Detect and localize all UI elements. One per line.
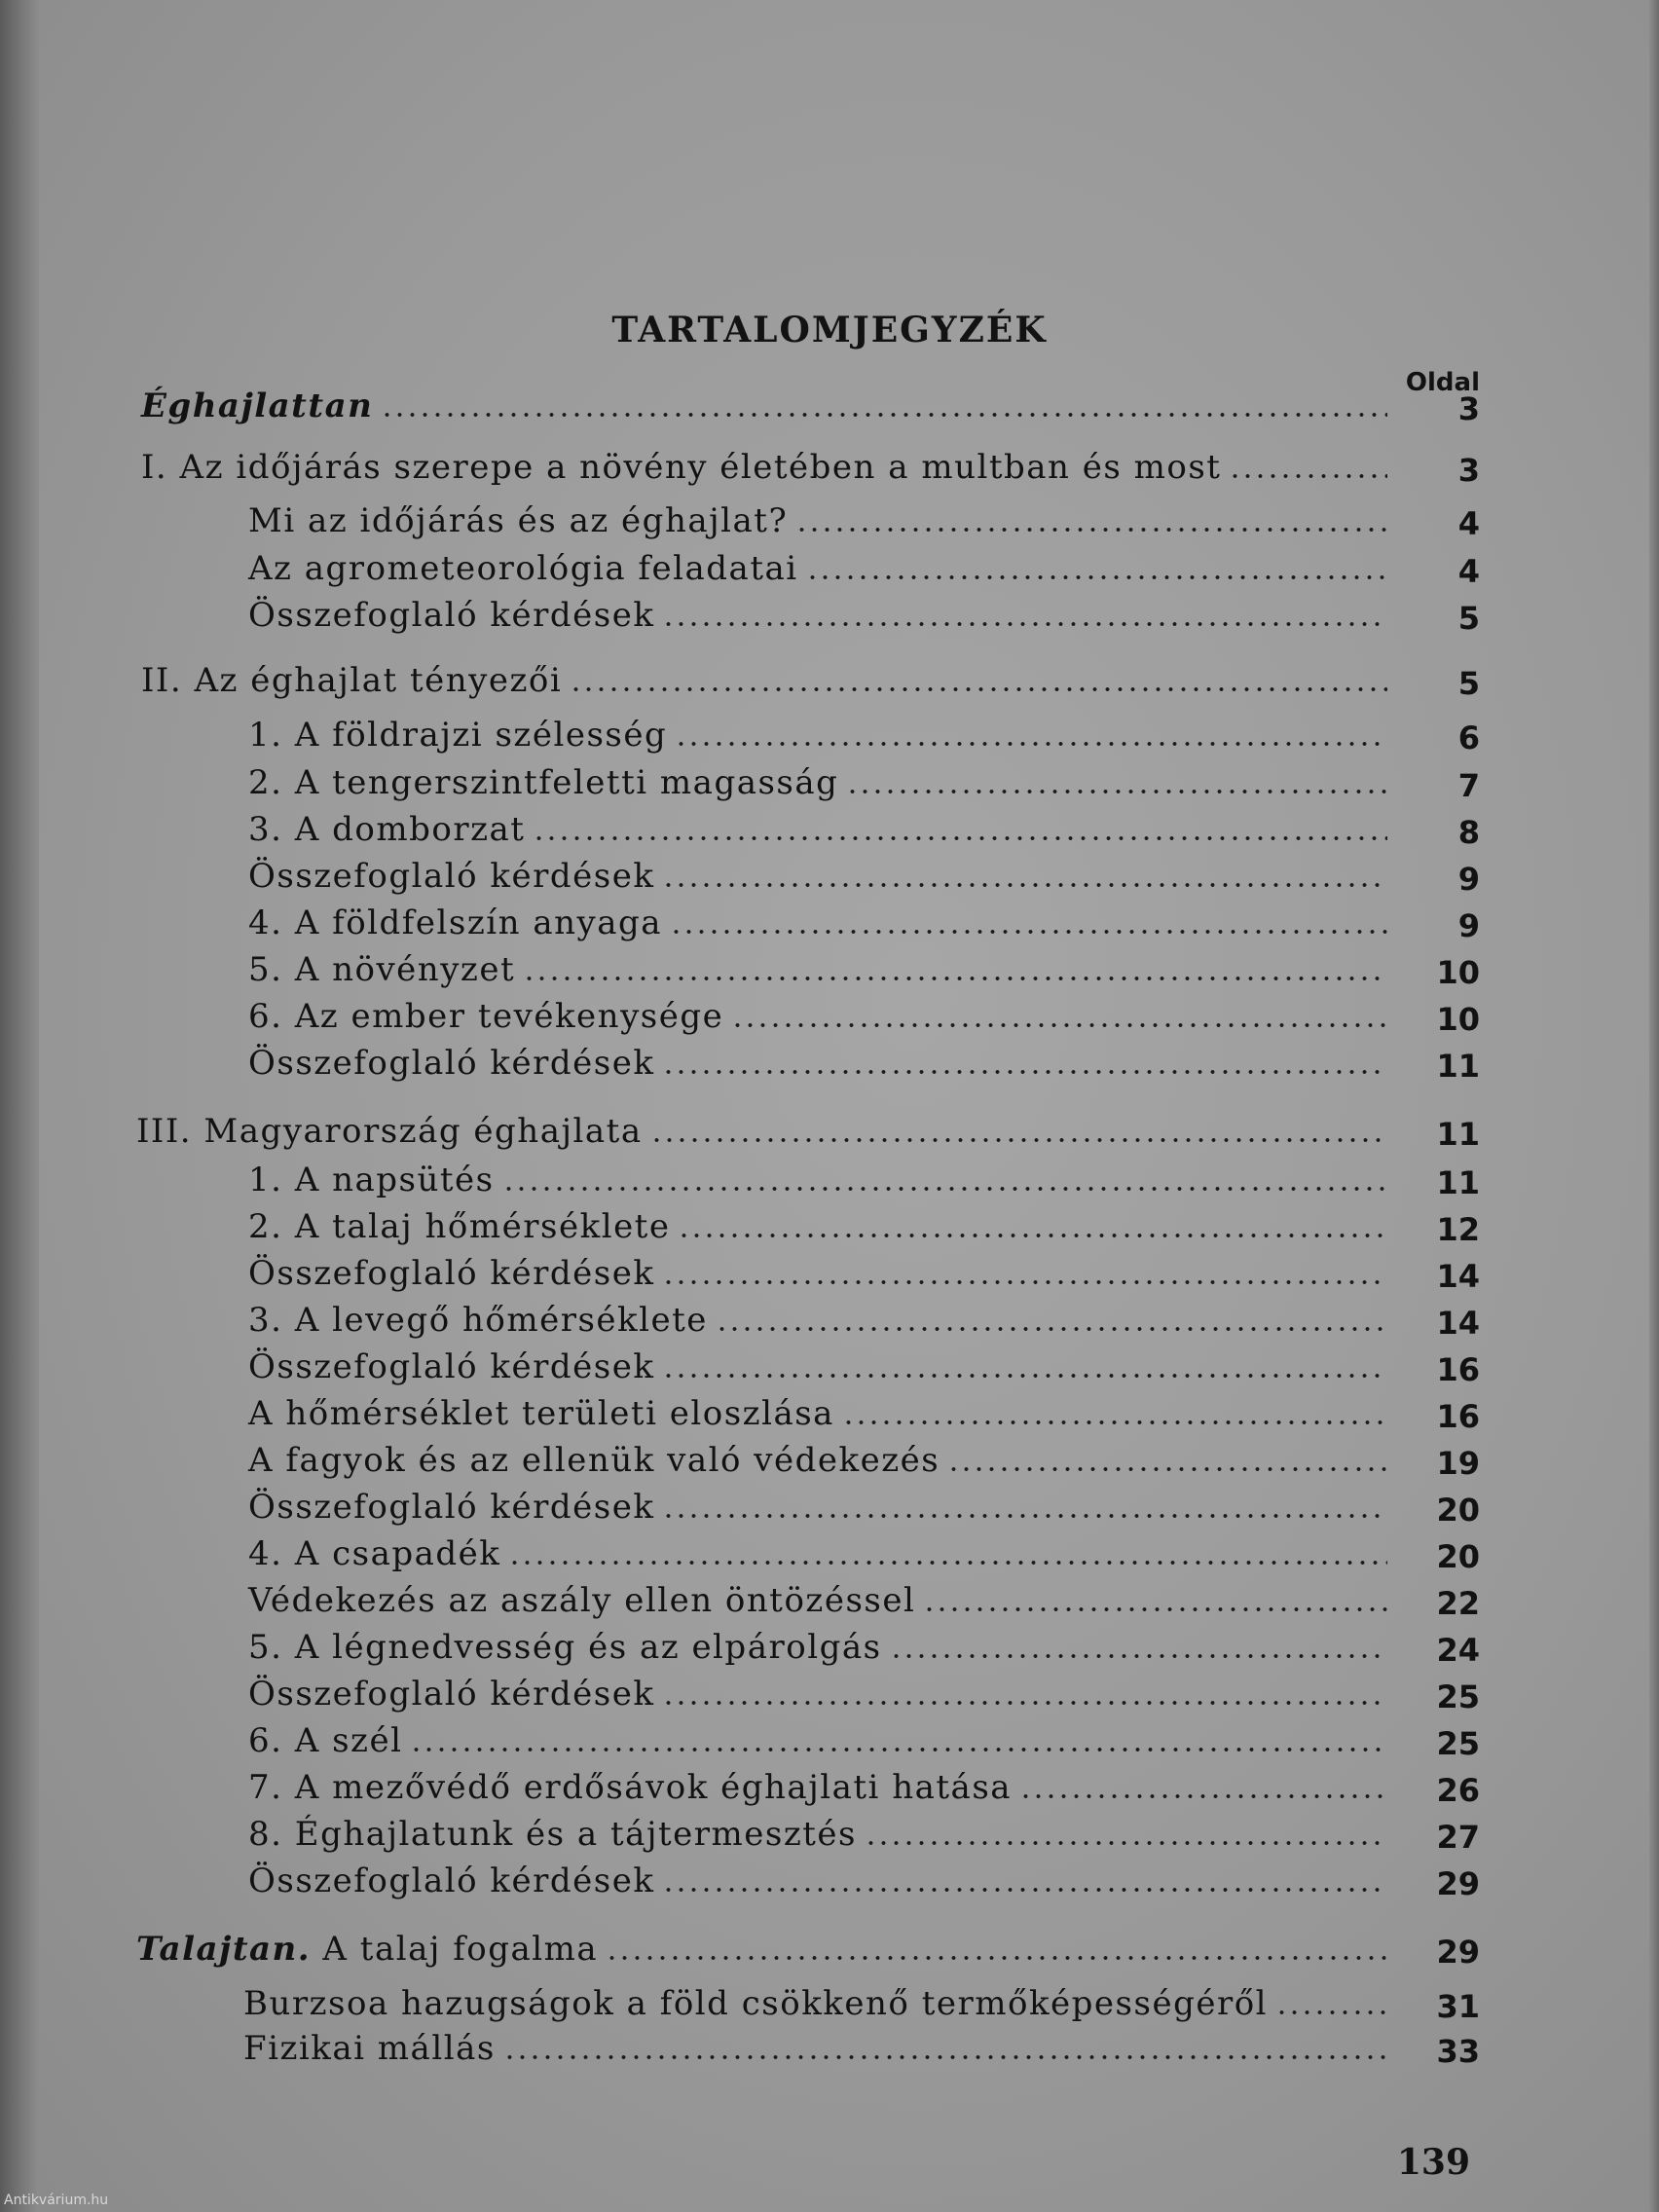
dot-leader [947,1465,1387,1473]
toc-entry [248,1392,1387,1435]
toc-entry [248,1673,1387,1715]
toc-entry [248,1346,1387,1388]
toc-entry-label: 2. A tengerszintfeletti magasság [248,763,839,802]
dot-leader [890,1652,1387,1660]
dot-leader [842,1419,1387,1426]
toc-entry-label: Fizikai mállás [243,2029,496,2068]
toc-entry-page: 7 [1457,767,1480,804]
toc-entry-label: 3. A levegő hőmérséklete [248,1301,708,1340]
dot-leader [731,1021,1387,1029]
toc-entry [248,808,1387,851]
toc-entry [248,594,1387,637]
toc-entry-label: Összefoglaló kérdések [248,1675,655,1714]
dot-leader [662,1699,1387,1707]
toc-entry-label: 4. A földfelszín anyaga [248,903,663,942]
toc-entry-label: 1. A földrajzi szélesség [248,716,668,755]
dot-leader [606,1954,1387,1962]
toc-entry-label: Mi az időjárás és az éghajlat? [248,501,789,540]
toc-entry-label: Összefoglaló kérdések [248,596,655,635]
dot-leader [570,685,1387,693]
watermark: Antikvárium.hu [4,2193,109,2208]
toc-entry-label: Összefoglaló kérdések [248,1488,655,1527]
toc-entry-label: 4. A csapadék [248,1534,501,1573]
toc-entry [248,1860,1387,1902]
dot-leader [846,788,1387,795]
dot-leader [670,928,1387,936]
dot-leader [523,975,1387,982]
toc-entry-label: 6. Az ember tevékenysége [248,997,724,1036]
toc-entry-page: 20 [1436,1492,1480,1529]
toc-entry-page: 4 [1457,553,1480,590]
toc-entry [248,855,1387,898]
toc-entry-page: 29 [1436,1934,1480,1971]
toc-entry-label: A fagyok és az ellenük való védekezés [248,1441,940,1480]
toc-entry-page: 14 [1436,1305,1480,1342]
toc-entry-label: 7. A mezővédő erdősávok éghajlati hatása [248,1768,1013,1807]
toc-entry-label: Burzsoa hazugságok a föld csökkenő termőképességéről [243,1984,1269,2023]
toc-entry-label: 3. A domborzat [248,810,526,849]
dot-leader [923,1605,1387,1613]
toc-entry-page: 31 [1436,1988,1480,2025]
toc-entry-label: Összefoglaló kérdések [248,1347,655,1386]
dot-leader [503,2053,1387,2061]
toc-entry-label: 8. Éghajlatunk és a tájtermesztés [248,1815,857,1854]
dot-leader [508,1559,1387,1567]
toc-entry [141,659,1387,702]
toc-entry-page: 5 [1457,665,1480,702]
dot-leader [795,526,1387,534]
toc-entry-label: 5. A légnedvesség és az elpárolgás [248,1628,882,1667]
toc-entry [248,1439,1387,1482]
toc-entry [248,1719,1387,1762]
toc-entry-page: 11 [1436,1116,1480,1153]
dot-leader [662,1372,1387,1380]
toc-entry-label: Összefoglaló kérdések [248,1862,655,1900]
page-number: 139 [1396,2142,1470,2183]
page-title: TARTALOMJEGYZÉK [611,310,1048,350]
toc-entry-page: 14 [1436,1258,1480,1295]
toc-entry [248,499,1387,542]
toc-entry [248,1205,1387,1248]
toc-entry [136,1928,1387,1971]
toc-entry-label: 1. A napsütés [248,1161,495,1199]
toc-entry-label: 5. A növényzet [248,950,516,989]
toc-entry [248,1579,1387,1622]
toc-entry-page: 24 [1436,1632,1480,1669]
toc-entry [248,1159,1387,1201]
toc-entry-label: Éghajlattan [141,387,374,425]
toc-entry [248,1813,1387,1856]
page-column-header: Oldal [1405,368,1480,397]
toc-entry [248,1252,1387,1295]
dot-leader [662,1512,1387,1520]
toc-entry [248,547,1387,590]
toc-entry [248,1626,1387,1669]
toc-entry-label: Az agrometeorológia feladatai [248,549,798,588]
dot-leader [410,1746,1387,1753]
toc-entry-page: 19 [1436,1445,1480,1482]
toc-entry-page: 26 [1436,1772,1480,1809]
toc-entry-page: 5 [1457,600,1480,637]
toc-entry-page: 29 [1436,1865,1480,1902]
toc-entry-page: 4 [1457,505,1480,542]
toc-entry [248,714,1387,756]
dot-leader [662,1886,1387,1894]
toc-entry-page: 27 [1436,1819,1480,1856]
dot-leader [650,1136,1387,1144]
toc-entry [141,446,1387,489]
dot-leader [662,1278,1387,1286]
toc-entry [248,1766,1387,1809]
toc-entry-label: II. Az éghajlat tényezői [141,661,563,700]
toc-entry [136,1110,1387,1153]
toc-entry-page: 33 [1436,2033,1480,2070]
toc-entry-page: 25 [1436,1678,1480,1715]
toc-entry-label: I. Az időjárás szerepe a növény életében a multban és most [141,448,1222,487]
toc-entry [248,761,1387,804]
dot-leader [502,1185,1387,1193]
toc-entry [243,1982,1387,2025]
toc-entry [243,2027,1387,2070]
dot-leader [806,573,1387,581]
toc-entry-page: 10 [1436,1001,1480,1038]
toc-entry-label-lead: Talajtan. [136,1930,312,1969]
toc-entry-page: 16 [1436,1351,1480,1388]
toc-entry-label: Összefoglaló kérdések [248,1254,655,1293]
toc-entry [248,902,1387,944]
toc-entry-page: 12 [1436,1211,1480,1248]
dot-leader [1275,2009,1387,2016]
toc-entry-label: A hőmérséklet területi eloszlása [248,1394,834,1433]
toc-entry-label-rest: A talaj fogalma [311,1930,599,1969]
toc-entry-label: III. Magyarország éghajlata [136,1112,643,1151]
toc-entry-page: 9 [1457,907,1480,944]
dot-leader [675,740,1387,748]
toc-entry-page: 11 [1436,1164,1480,1201]
toc-entry-page: 11 [1436,1048,1480,1085]
toc-entry-label: Összefoglaló kérdések [248,857,655,896]
toc-entry-label: 2. A talaj hőmérséklete [248,1207,671,1246]
dot-leader [662,1068,1387,1076]
toc-entry [248,1299,1387,1342]
toc-entry-page: 10 [1436,954,1480,991]
toc-entry-label: Védekezés az aszály ellen öntözéssel [248,1581,916,1620]
toc-entry [248,995,1387,1038]
dot-leader [662,620,1387,628]
dot-leader [865,1839,1387,1847]
toc-entry-page: 3 [1457,390,1480,427]
toc-entry-page: 9 [1457,861,1480,898]
dot-leader [533,834,1387,842]
dot-leader [381,411,1387,419]
toc-entry [248,1532,1387,1575]
toc-entry-page: 8 [1457,814,1480,851]
dot-leader [1229,472,1387,480]
toc-entry [248,948,1387,991]
toc-entry-label: Összefoglaló kérdések [248,1044,655,1083]
toc-entry-page: 6 [1457,719,1480,756]
dot-leader [716,1325,1387,1333]
toc-entry [248,1042,1387,1085]
toc-entry [248,1486,1387,1529]
toc-entry-page: 3 [1457,452,1480,489]
dot-leader [662,881,1387,889]
dot-leader [1019,1792,1387,1800]
toc-entry-page: 25 [1436,1725,1480,1762]
toc-entry-page: 22 [1436,1585,1480,1622]
dot-leader [678,1232,1387,1239]
toc-entry-label [136,1928,606,1971]
toc-entry [141,385,1387,427]
toc-entry-page: 16 [1436,1398,1480,1435]
toc-entry-page: 20 [1436,1538,1480,1575]
toc-entry-label: 6. A szél [248,1721,403,1760]
